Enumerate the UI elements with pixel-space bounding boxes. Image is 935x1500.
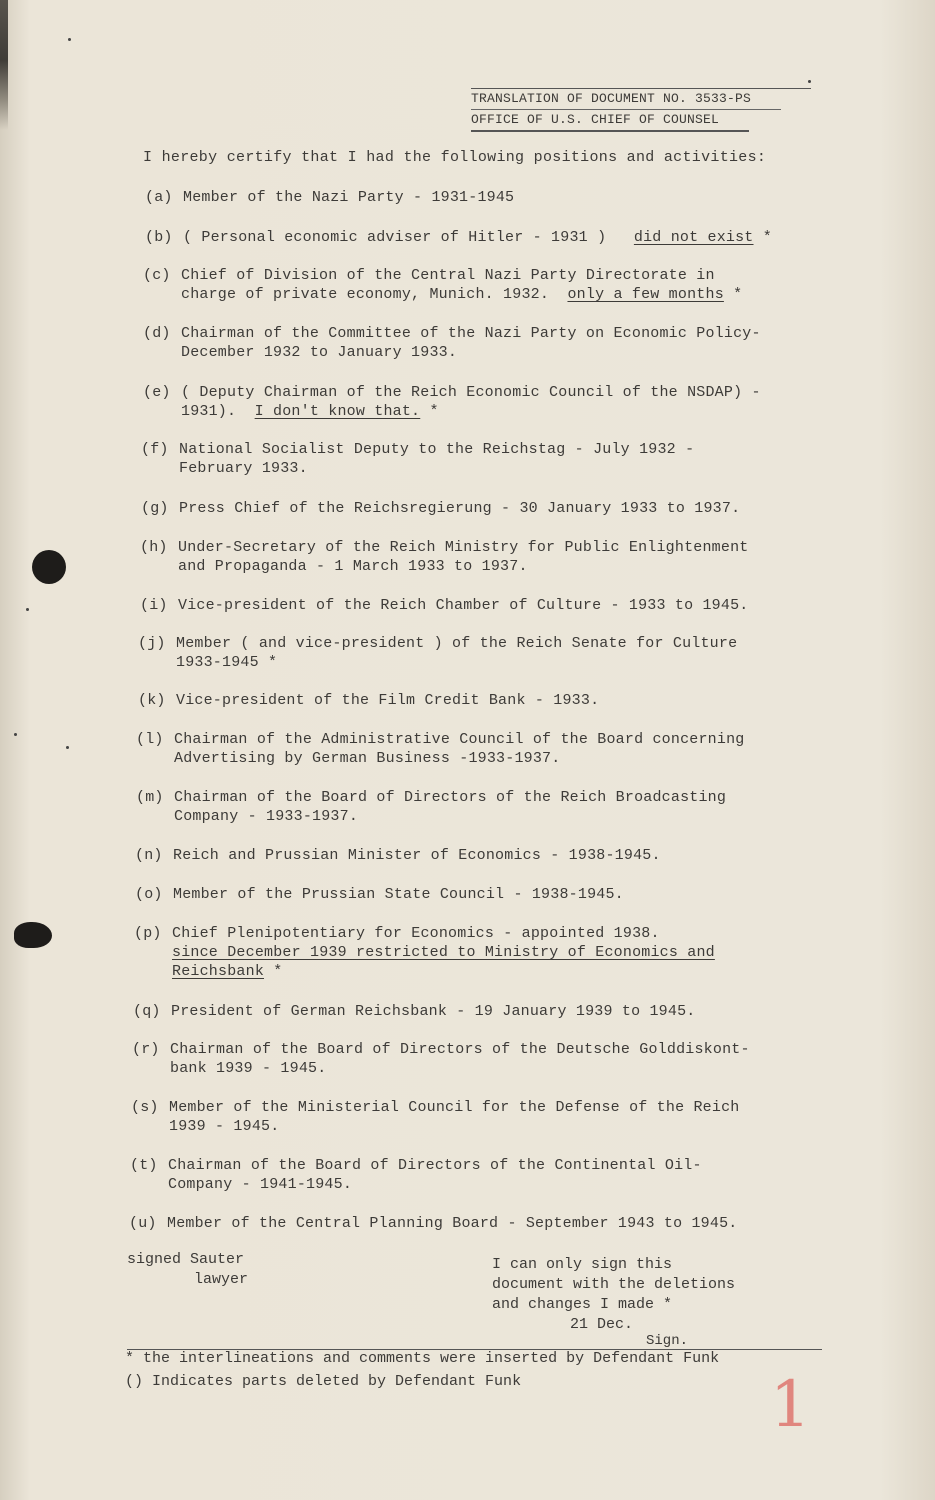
item-text: Member of the Prussian State Council - 1938-1945. <box>173 886 624 903</box>
item-label: (i) <box>140 597 168 614</box>
item-text: Chairman of the Board of Directors of the Deutsche Golddiskont- <box>170 1041 750 1058</box>
list-item <box>135 885 624 904</box>
item-text: Advertising by German Business -1933-1937. <box>174 750 561 767</box>
page-edge-shadow <box>0 0 8 1500</box>
handwritten-annotation: only a few months <box>567 286 724 303</box>
item-text: Vice-president of the Reich Chamber of Culture - 1933 to 1945. <box>178 597 749 614</box>
list-item <box>143 324 761 362</box>
handwritten-annotation: Reichsbank <box>172 963 265 980</box>
item-text: Chairman of the Administrative Council of the Board concerning <box>174 731 745 748</box>
item-text: Chairman of the Board of Directors of the Reich Broadcasting <box>174 789 727 806</box>
item-label: (p) <box>134 925 162 942</box>
item-text: President of German Reichsbank - 19 January 1939 to 1945. <box>171 1003 696 1020</box>
list-item <box>145 188 514 207</box>
item-text: Chairman of the Board of Directors of the Continental Oil- <box>168 1157 702 1174</box>
speck <box>66 746 69 749</box>
list-item <box>145 228 772 247</box>
speck <box>68 38 71 41</box>
item-text: charge of private economy, Munich. 1932. <box>181 286 550 303</box>
asterisk-mark: * <box>762 229 772 246</box>
page-number: 1 <box>770 1368 811 1442</box>
list-item <box>136 788 726 826</box>
item-label: (d) <box>143 325 171 342</box>
item-label: (h) <box>140 539 168 556</box>
asterisk-mark: * <box>429 403 439 420</box>
speck <box>14 733 17 736</box>
list-item <box>138 691 599 710</box>
item-text: 1933-1945 * <box>176 654 278 671</box>
item-label: (c) <box>143 267 171 284</box>
item-text: Company - 1941-1945. <box>168 1176 353 1193</box>
item-text: Vice-president of the Film Credit Bank - 1933. <box>176 692 600 709</box>
list-item <box>132 1040 750 1078</box>
list-item <box>141 499 740 518</box>
speck <box>808 80 811 83</box>
item-text: Company - 1933-1937. <box>174 808 359 825</box>
item-label: (e) <box>143 384 171 401</box>
item-label: (k) <box>138 692 166 709</box>
list-item <box>136 730 745 768</box>
list-item <box>143 383 761 421</box>
item-label: (q) <box>133 1003 161 1020</box>
document-header <box>471 88 811 132</box>
item-label: (f) <box>141 441 169 458</box>
footnote-interlineations: * the interlineations and comments were inserted by Defendant Funk <box>125 1350 720 1367</box>
list-item <box>140 538 749 576</box>
asterisk-mark: * <box>733 286 743 303</box>
item-text: and Propaganda - 1 March 1933 to 1937. <box>178 558 528 575</box>
speck <box>26 608 29 611</box>
item-text: Reich and Prussian Minister of Economics - 1938-1945. <box>173 847 661 864</box>
note-line: and changes I made * <box>492 1296 673 1313</box>
item-text: Member of the Central Planning Board - September 1943 to 1945. <box>167 1215 738 1232</box>
item-text: Under-Secretary of the Reich Ministry for Public Enlightenment <box>178 539 749 556</box>
punch-hole <box>32 550 66 584</box>
item-label: (o) <box>135 886 163 903</box>
item-text: ( Personal economic adviser of Hitler - 1931 ) <box>183 229 607 246</box>
item-text: Member of the Ministerial Council for the Defense of the Reich <box>169 1099 740 1116</box>
signature-block <box>127 1250 248 1290</box>
defendant-note <box>492 1255 735 1335</box>
item-text: Press Chief of the Reichsregierung - 30 January 1933 to 1937. <box>179 500 741 517</box>
item-text: Chief Plenipotentiary for Economics - appointed 1938. <box>172 925 660 942</box>
header-office-line: OFFICE OF U.S. CHIEF OF COUNSEL <box>471 110 749 132</box>
item-label: (a) <box>145 189 173 206</box>
list-item <box>143 266 742 304</box>
footnotes <box>125 1347 719 1393</box>
handwritten-annotation: did not exist <box>633 229 754 246</box>
signer-title: lawyer <box>194 1271 249 1288</box>
item-text: Chief of Division of the Central Nazi Party Directorate in <box>181 267 715 284</box>
list-item <box>133 1002 695 1021</box>
item-text: Member ( and vice-president ) of the Reich Senate for Culture <box>176 635 738 652</box>
item-label: (l) <box>136 731 164 748</box>
item-label: (n) <box>135 847 163 864</box>
item-text: February 1933. <box>179 460 308 477</box>
item-label: (t) <box>130 1157 158 1174</box>
list-item <box>134 924 715 981</box>
item-label: (j) <box>138 635 166 652</box>
list-item <box>129 1214 738 1233</box>
item-text: 1931). <box>181 403 237 420</box>
item-text: December 1932 to January 1933. <box>181 344 458 361</box>
header-translation-line: TRANSLATION OF DOCUMENT NO. 3533-PS <box>471 89 781 110</box>
asterisk-mark: * <box>273 963 283 980</box>
item-label: (r) <box>132 1041 160 1058</box>
note-line: document with the deletions <box>492 1276 736 1293</box>
handwritten-annotation: I don't know that. <box>254 403 421 420</box>
list-item <box>130 1156 702 1194</box>
sign-label: Sign. <box>646 1333 689 1349</box>
item-text: 1939 - 1945. <box>169 1118 280 1135</box>
item-text: bank 1939 - 1945. <box>170 1060 327 1077</box>
item-label: (u) <box>129 1215 157 1232</box>
list-item <box>131 1098 740 1136</box>
punch-hole <box>14 922 52 948</box>
list-item <box>135 846 661 865</box>
certification-intro: I hereby certify that I had the following positions and activities: <box>143 149 767 166</box>
item-label: (s) <box>131 1099 159 1116</box>
item-text: ( Deputy Chairman of the Reich Economic Council of the NSDAP) - <box>181 384 761 401</box>
item-text: National Socialist Deputy to the Reichstag - July 1932 - <box>179 441 695 458</box>
note-line: I can only sign this <box>492 1256 673 1273</box>
item-text: Chairman of the Committee of the Nazi Party on Economic Policy- <box>181 325 761 342</box>
list-item <box>138 634 737 672</box>
footnote-deletions: () Indicates parts deleted by Defendant Funk <box>125 1373 522 1390</box>
item-text: Member of the Nazi Party - 1931-1945 <box>183 189 515 206</box>
list-item <box>140 596 749 615</box>
item-label: (g) <box>141 500 169 517</box>
item-label: (m) <box>136 789 164 806</box>
handwritten-annotation: since December 1939 restricted to Ministry of Economics and <box>172 944 715 961</box>
signed-by: signed Sauter <box>127 1251 245 1268</box>
item-label: (b) <box>145 229 173 246</box>
note-date: 21 Dec. <box>570 1316 634 1333</box>
list-item <box>141 440 694 478</box>
